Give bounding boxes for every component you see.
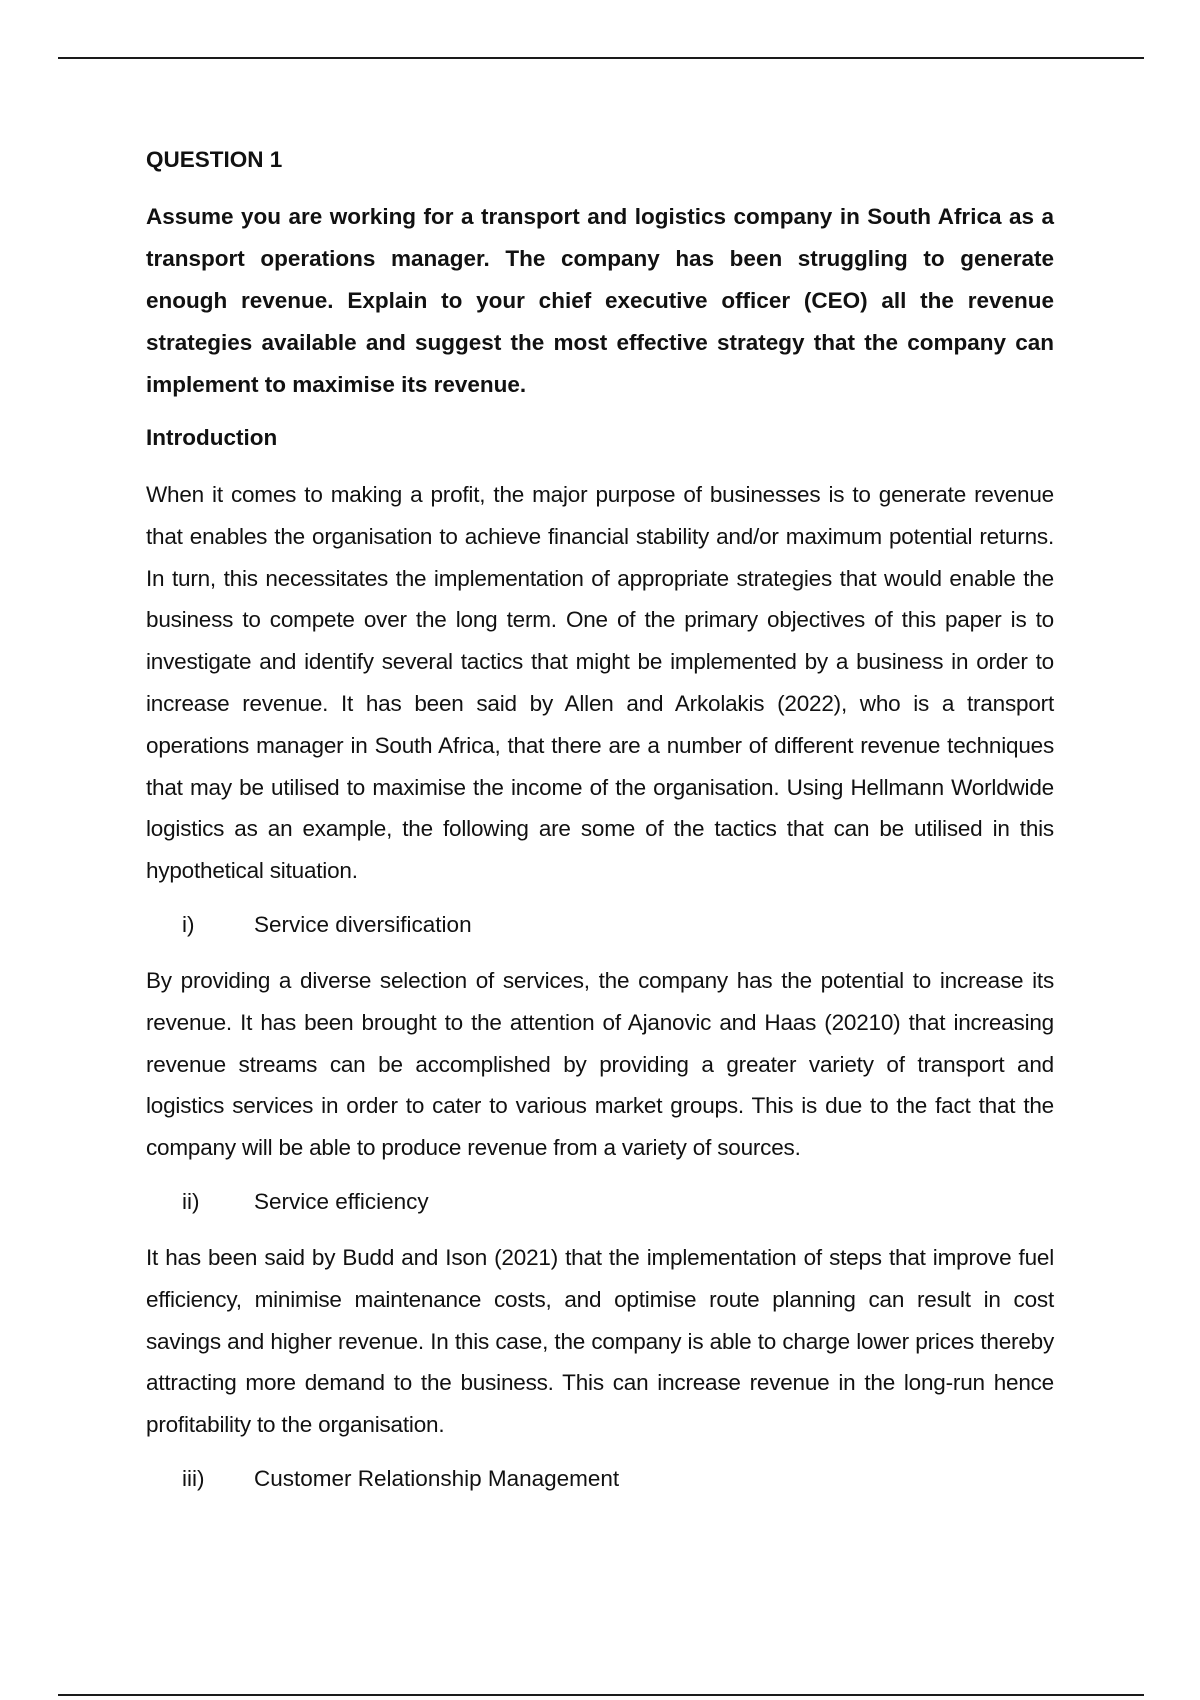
list-item-number: i): [182, 911, 195, 937]
introduction-heading: Introduction: [146, 425, 278, 450]
question-prompt: Assume you are working for a transport and logistics company in South Africa as a transport operations manager. The company has been struggling to generate enough revenue. Explain to your chief executive officer (CEO) all the revenue strategies available and suggest the most effective strategy that the company can implement to maximise its revenue.: [146, 204, 1054, 397]
list-item-customer-relationship-management: [146, 1459, 1054, 1499]
list-item-service-diversification: [146, 905, 1054, 945]
list-item-label: Customer Relationship Management: [254, 1465, 620, 1491]
list-item-number: ii): [182, 1188, 200, 1214]
introduction-paragraph: When it comes to making a profit, the major purpose of businesses is to generate revenue that enables the organisation to achieve financial stability and/or maximum potential returns. In turn, this necessitates the implementation of appropriate strategies that would enable the business to compete over the long term. One of the primary objectives of this paper is to investigate and identify several tactics that might be implemented by a business in order to increase revenue. It has been said by Allen and Arkolakis (2022), who is a transport operations manager in South Africa, that there are a number of different revenue techniques that may be utilised to maximise the income of the organisation. Using Hellmann Worldwide logistics as an example, the following are some of the tactics that can be utilised in this hypothetical situation.: [146, 482, 1054, 884]
header-rule: [58, 57, 1144, 59]
list-item-number: iii): [182, 1465, 205, 1491]
footer-rule: [58, 1694, 1144, 1696]
list-item-label: Service efficiency: [254, 1188, 429, 1214]
list-item-label: Service diversification: [254, 911, 472, 937]
question-heading: QUESTION 1: [146, 147, 283, 172]
service-diversification-paragraph: By providing a diverse selection of services, the company has the potential to increase its revenue. It has been brought to the attention of Ajanovic and Haas (20210) that increasing revenue streams can be accomplished by providing a greater variety of transport and logistics services in order to cater to various market groups. This is due to the fact that the company will be able to produce revenue from a variety of sources.: [146, 967, 1054, 1161]
document-body: [146, 140, 1054, 1514]
list-item-service-efficiency: [146, 1182, 1054, 1222]
service-efficiency-paragraph: It has been said by Budd and Ison (2021) that the implementation of steps that improve fuel efficiency, minimise maintenance costs, and optimise route planning can result in cost savings and higher revenue. In this case, the company is able to charge lower prices thereby attracting more demand to the business. This can increase revenue in the long-run hence profitability to the organisation.: [146, 1244, 1054, 1438]
